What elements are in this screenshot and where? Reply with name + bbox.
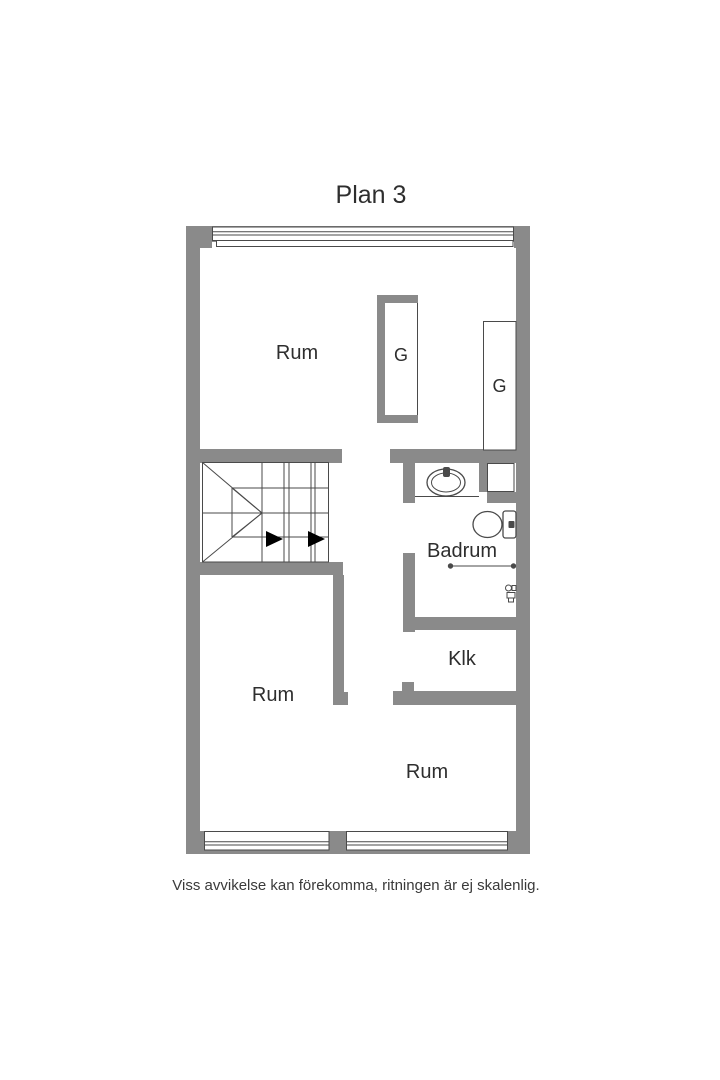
faucet-knob: [506, 585, 512, 591]
window-bottom-right-frame: [347, 832, 508, 851]
toilet-bowl: [473, 512, 502, 538]
window-bottom-left-frame: [205, 832, 330, 851]
interior-wall-bathroom-top: [390, 449, 516, 463]
faucet-icon: [506, 585, 517, 602]
room-label-lower-left: Rum: [251, 684, 295, 706]
shower-rail-end: [511, 563, 516, 568]
faucet-wall-mount: [512, 586, 516, 591]
wardrobe-label-upper: G: [393, 345, 409, 365]
disclaimer-text: Viss avvikelse kan förekomma, ritningen är ej skalenlig.: [172, 877, 540, 894]
staircase: [203, 463, 329, 563]
faucet-spout: [509, 598, 514, 602]
room-label-bathroom: Badrum: [426, 540, 498, 562]
toilet-flush-button: [509, 521, 515, 528]
window-top: [213, 227, 514, 247]
interior-wall-mid-left: [200, 449, 342, 463]
interior-wall-bathroom-bottom: [412, 617, 516, 630]
window-bottom-left: [205, 832, 330, 851]
interior-wall-hall-foot: [333, 692, 348, 705]
interior-wall-bathroom-left-upper: [403, 463, 415, 503]
shower-line: [448, 563, 516, 568]
interior-wall-stairs-bottom: [200, 562, 343, 575]
wardrobe-label-right: G: [492, 376, 507, 396]
shower-rail-end: [448, 563, 453, 568]
interior-wall-closet-bottom: [393, 691, 516, 705]
sink-tap: [443, 467, 450, 477]
room-label-closet: Klk: [448, 648, 476, 670]
interior-wall-closet-stub: [402, 682, 414, 691]
window-top-frame: [213, 227, 514, 241]
room-label-lower-right: Rum: [405, 761, 449, 783]
left-wall: [186, 226, 200, 854]
window-bottom-right: [347, 832, 508, 851]
window-top-sill: [217, 241, 514, 247]
room-label-upper: Rum: [275, 342, 319, 364]
plan-title: Plan 3: [335, 181, 407, 209]
duct-niche: [488, 464, 515, 492]
interior-wall-niche-left: [479, 463, 487, 492]
interior-wall-niche-bottom: [487, 492, 516, 503]
faucet-body: [507, 593, 515, 599]
interior-wall-hall: [333, 575, 344, 692]
sink-icon: [427, 467, 465, 496]
right-wall: [516, 226, 530, 854]
toilet-icon: [473, 511, 516, 538]
